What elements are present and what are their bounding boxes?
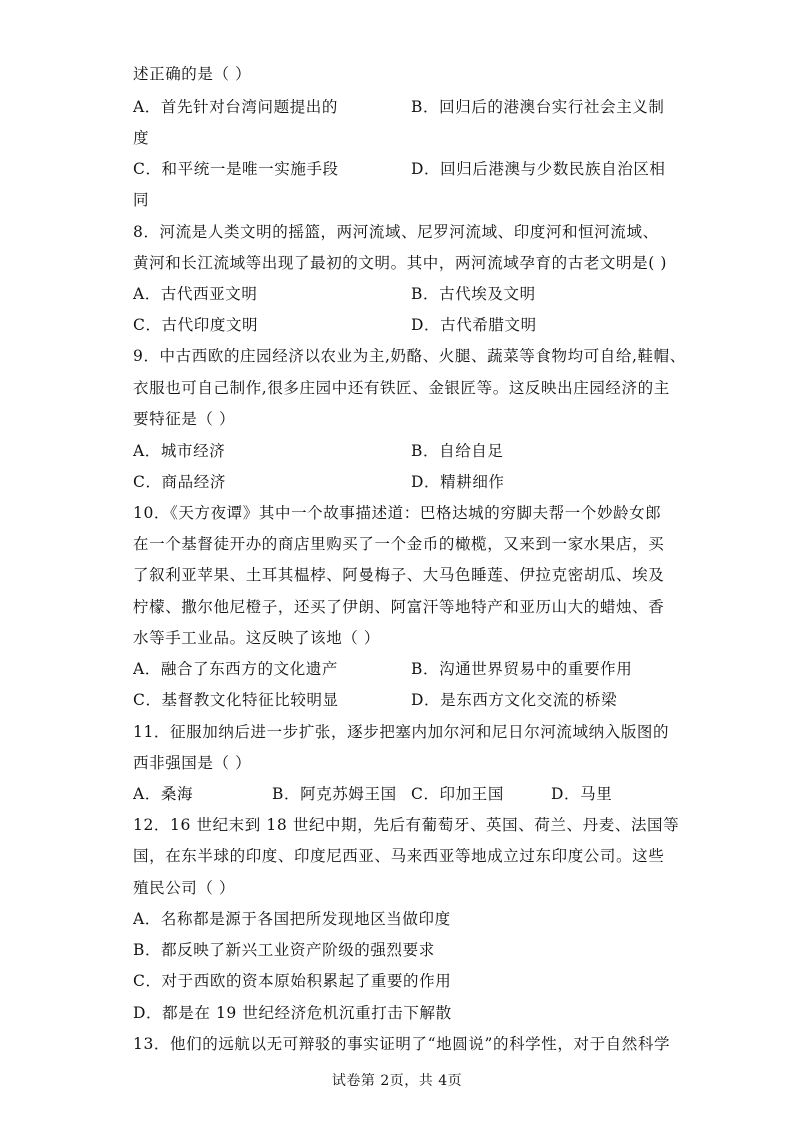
q8-stem-line2: 黄河和长江流域等出现了最初的文明。其中，两河流域孕育的古老文明是( ) xyxy=(133,254,668,272)
q9-option-b: B．自给自足 xyxy=(411,442,504,460)
q7-option-d: D．回归后港澳与少数民族自治区相 xyxy=(411,160,666,178)
q12-option-a: A．名称都是源于各国把所发现地区当做印度 xyxy=(133,910,451,928)
q10-stem-line4: 柠檬、撒尔他尼橙子，还买了伊朗、阿富汗等地特产和亚历山大的蜡烛、香 xyxy=(133,598,665,616)
q9-option-d: D．精耕细作 xyxy=(411,473,505,491)
q8-option-b: B．古代埃及文明 xyxy=(411,285,536,303)
q10-stem-line3: 了叙利亚苹果、土耳其榅桲、阿曼梅子、大马色睡莲、伊拉克密胡瓜、埃及 xyxy=(133,566,665,584)
q7-option-a: A．首先针对台湾问题提出的 xyxy=(133,98,338,116)
q8-option-c: C．古代印度文明 xyxy=(133,316,259,334)
q10-option-c: C．基督教文化特征比较明显 xyxy=(133,691,339,709)
q12-option-b: B．都反映了新兴工业资产阶级的强烈要求 xyxy=(133,941,435,959)
q7-option-a-cont: 度 xyxy=(133,129,150,147)
q9-stem-line2: 衣服也可自己制作,很多庄园中还有铁匠、金银匠等。这反映出庄园经济的主 xyxy=(133,379,670,397)
q7-option-c-cont: 同 xyxy=(133,191,150,209)
q9-option-a: A．城市经济 xyxy=(133,442,226,460)
q8-stem-line1: 8．河流是人类文明的摇篮，两河流域、尼罗河流域、印度河和恒河流域、 xyxy=(133,223,659,241)
q10-option-b: B．沟通世界贸易中的重要作用 xyxy=(411,660,633,678)
q10-stem-line2: 在一个基督徒开办的商店里购买了一个金币的橄榄，又来到一家水果店，买 xyxy=(133,535,665,553)
q7-option-b: B．回归后的港澳台实行社会主义制 xyxy=(411,98,665,116)
q7-option-c: C．和平统一是唯一实施手段 xyxy=(133,160,339,178)
q13-stem-line1: 13．他们的远航以无可辩驳的事实证明了“地圆说”的科学性，对于自然科学 xyxy=(133,1035,671,1053)
q10-stem-line1: 10．《天方夜谭》其中一个故事描述道：巴格达城的穷脚夫帮一个妙龄女郎 xyxy=(133,504,662,522)
q11-option-d: D．马里 xyxy=(551,785,613,803)
q12-stem-line1: 12．16 世纪末到 18 世纪中期，先后有葡萄牙、英国、荷兰、丹麦、法国等 xyxy=(133,816,680,834)
q10-stem-line5: 水等手工业品。这反映了该地（ ） xyxy=(133,629,381,647)
q12-stem-line2: 国，在东半球的印度、印度尼西亚、马来西亚等地成立过东印度公司。这些 xyxy=(133,847,665,865)
q11-option-c: C．印加王国 xyxy=(411,785,504,803)
q11-option-b: B．阿克苏姆王国 xyxy=(272,785,397,803)
q10-option-d: D．是东西方文化交流的桥梁 xyxy=(411,691,618,709)
q10-option-a: A．融合了东西方的文化遗产 xyxy=(133,660,338,678)
q8-option-a: A．古代西亚文明 xyxy=(133,285,258,303)
q8-option-d: D．古代希腊文明 xyxy=(411,316,537,334)
q9-stem-line3: 要特征是（ ） xyxy=(133,410,236,428)
q11-option-a: A．桑海 xyxy=(133,785,194,803)
q12-option-d: D．都是在 19 世纪经济危机沉重打击下解散 xyxy=(133,1004,452,1022)
q9-stem-line1: 9．中古西欧的庄园经济以农业为主,奶酪、火腿、蔬菜等食物均可自给,鞋帽、 xyxy=(133,347,686,365)
q7-stem-tail: 述正确的是（ ） xyxy=(133,65,252,83)
q9-option-c: C．商品经济 xyxy=(133,473,226,491)
q12-stem-line3: 殖民公司（ ） xyxy=(133,879,236,897)
q11-stem-line2: 西非强国是（ ） xyxy=(133,754,252,772)
page-footer: 试卷第 2页，共 4页 xyxy=(331,1073,463,1089)
q11-stem-line1: 11．征服加纳后进一步扩张，逐步把塞内加尔河和尼日尔河流域纳入版图的 xyxy=(133,723,670,741)
q12-option-c: C．对于西欧的资本原始积累起了重要的作用 xyxy=(133,972,452,990)
